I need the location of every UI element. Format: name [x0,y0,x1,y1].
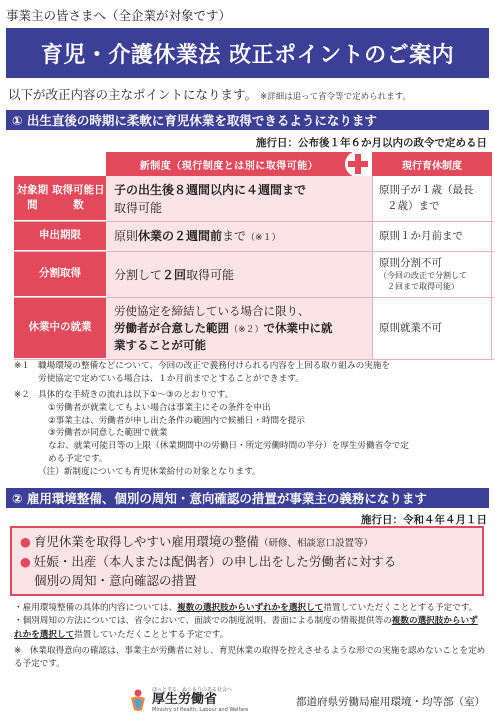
new-system-cell [106,252,372,297]
cell-note-ref: （※２） [229,324,264,335]
current-system-cell [372,252,492,297]
cell-text: ２回まで取得可能） [387,282,459,292]
section1-effective-date: 施行日：公布後１年６か月以内の政令で定める日 [256,137,487,149]
header-current-system: 現行育休制度 [372,152,492,176]
current-system-cell [372,222,492,251]
note-line: 労使協定で定めている場合は、１か月前までとすることができます。 [38,373,304,384]
note-line: 職場環境の整備などについて、今回の改正で義務付けられる内容を上回る取り組みの実施を [38,361,391,371]
logo-tagline: ほっとする、ぬくもりのある社会へ [152,687,233,693]
note-text: ※ 休業取得意向の確認は、事業主が労働者に対し、育児休業の取得を控えさせるような形での実施を認めないことを定める予定です。 [14,645,486,670]
note-body [38,360,488,386]
logo-english: Ministry of Health, Labour and Welfare [152,707,249,714]
note-mark: ※１ [14,361,30,371]
note-mark: ※２ [14,389,30,400]
section2-effective-date: 施行日：令和４年４月１日 [361,514,487,526]
cell-text: ２歳）まで [387,199,440,212]
cell-text-bold: ２回 [162,267,187,282]
cell-text-part: 取得可能 [186,267,235,282]
bullet-text: 妊娠・出産（本人または配偶者）の申し出をした労働者に対する [33,553,397,569]
note-line: なお、就業可能日等の上限（休業期間中の労働日・所定労働時間の半分）を厚生労働省令で定 [48,441,409,452]
comparison-table [14,152,494,360]
note-item [14,615,486,642]
cell-text [114,227,364,246]
cell-text [114,320,364,338]
cell-text: 原則１か月前まで [379,229,463,242]
cell-text-bold: 休業の２週間前 [138,229,223,244]
plus-icon [344,150,372,178]
footer [0,686,495,712]
note-line: ①労働者が就業してもよい場合は事業主にその条件を申出 [48,402,271,413]
section1-title: ① 出生直後の時期に柔軟に育児休業を取得できるようになります [6,110,489,130]
row-label: 申出期限 [14,222,106,251]
section1-notes [8,360,488,479]
note-text: ・雇用環境整備の具体的内容については、 [14,603,178,613]
mhlw-emblem-icon [128,688,148,712]
bullet-icon: ● [20,553,31,569]
note-extra: （注）新制度についても育児休業給付の対象となります。 [38,467,261,478]
cell-text-part: 分割して [114,267,163,282]
row-label: 分割取得 [14,252,106,297]
bullet-text: 育児休業を取得しやすい雇用環境の整備 [33,534,259,549]
table-row [14,298,494,360]
intro-main: 以下が改正内容の主なポイントになります。 [8,87,258,102]
cell-note-ref: （※１） [246,233,281,244]
bullet-continuation: 個別の周知・意向確認の措置 [34,573,197,589]
note-line: ③労働者が同意した範囲で就業 [48,428,168,439]
logo-name: 厚生労働省 [152,692,218,707]
bullet-small-text: （研修、相談窓口設置等） [258,538,373,549]
audience-note: 事業主の皆さまへ（全企業が対象です） [6,8,232,23]
row-label-line: 対象期間 [16,183,49,211]
cell-text: 業することが可能 [114,338,206,353]
note-item [8,389,488,466]
row-label [14,176,106,221]
department-name: 都道府県労働局雇用環境・均等部（室） [296,696,485,708]
cell-text: 子の出生後８週間以内に４週間まで [114,182,307,197]
cell-text: （今回の改正で分割して [379,271,467,281]
cell-text-part: まで [222,229,247,244]
note-text: ・個別周知の方法については、省令において、面談での制度説明、書面による制度の情報提供等の [14,616,392,627]
page-title: 育児・介護休業法 改正ポイントのご案内 [6,28,489,78]
cell-text: 労使協定を締結している場合に限り、 [114,303,310,318]
table-row [14,176,494,222]
note-text: 措置していただくこととする予定です。 [323,603,478,613]
cell-text: 原則就業不可 [379,321,442,334]
section2-title: ② 雇用環境整備、個別の周知・意向確認の措置が事業主の義務になります [6,488,489,508]
note-line: める予定です。 [48,454,108,465]
list-item [20,552,474,571]
cell-text: 取得可能 [114,200,163,215]
table-header [14,152,494,176]
new-system-cell [106,298,372,359]
note-emphasis: 複数の選択肢からいずれかを選択して [177,603,324,613]
row-label-line: 取得可能日数 [52,183,105,211]
note-emphasis: 複数の選択肢からいずれかを選択して [14,616,478,640]
note-item [14,645,486,672]
section2-obligations-box [10,526,484,596]
note-body [38,389,488,466]
new-system-cell [106,176,372,221]
cell-text: 原則子が１歳（最長 [379,184,474,197]
new-system-cell [106,222,372,251]
note-line: ②事業主は、労働者が申し出た条件の範囲内で候補日・時間を提示 [48,415,305,426]
current-system-cell [372,298,492,359]
logo-text [152,686,248,713]
current-system-cell [372,176,492,221]
mhlw-logo [128,686,248,713]
cell-text: 原則分割不可 [379,257,442,270]
table-row [14,252,494,298]
cell-text [114,266,364,284]
list-item [20,532,474,552]
note-line: 具体的な手続きの流れは以下①～③のとおりです。 [38,389,234,400]
cell-text-part: 原則 [114,229,139,244]
intro-text [8,85,411,103]
cell-text-bold: で休業中に就 [263,320,333,335]
note-item [8,360,488,386]
note-item [14,602,486,615]
section2-notes [14,602,486,672]
header-new-system: 新制度（現行制度とは別に取得可能） [106,152,352,176]
row-label: 休業中の就業 [14,298,106,359]
note-text: 措置していただくこととする予定です。 [74,629,229,640]
intro-small-note: ※詳細は追って省令等で定められます。 [260,92,411,102]
cell-text-bold: 労働者が合意した範囲 [114,320,229,335]
table-row [14,222,494,252]
bullet-icon: ● [20,534,31,549]
